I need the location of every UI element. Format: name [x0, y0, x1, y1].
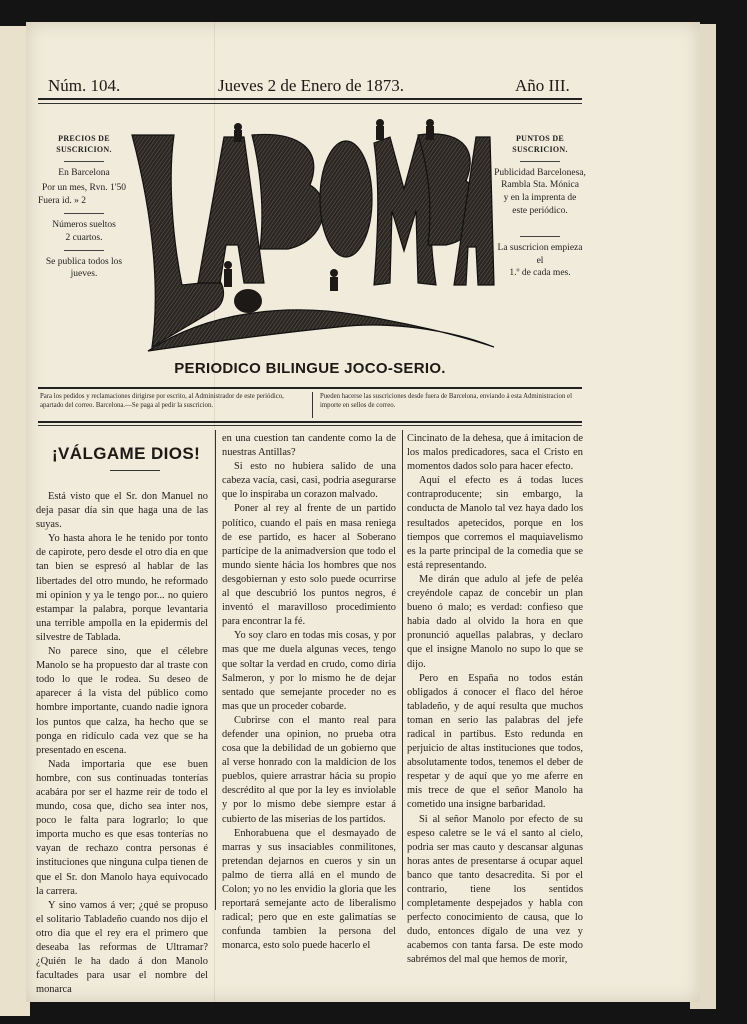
- issue-date: Jueves 2 de Enero de 1873.: [218, 76, 405, 95]
- points-heading: PUNTOS DE SUSCRICION.: [512, 134, 568, 154]
- headline-dash: [110, 470, 160, 471]
- paragraph: Yo hasta ahora le he tenido por tonto de capirote, pero desde el otro dia en que tan bien se espresó al hablar de las libertades del otro mundo, he reformado mi opinion y ya le tengo por... no quiero estampar la palabra, porque levantaria una terrible ampolla en la epidermis del silvestre de Tablada.: [36, 533, 208, 643]
- paragraph: No parece sino, que el célebre Manolo se ha propuesto dar al traste con todo lo que le rodea. Su deseo de aparecer á la vista del público como hombre importante, cuando nadie ignora los puntos que calza, ha hecho que se ponga en ridículo cada vez que se ha presentado en escena.: [36, 646, 208, 756]
- paragraph: Cincinato de la dehesa, que á imitacion de los malos predicadores, saca el Cristo en momentos dados solo para hacer efecto.: [407, 433, 583, 473]
- divider: [64, 213, 104, 214]
- paragraph: Aquí el efecto es á todas luces contraproducente; sin embargo, la conducta de Manolo tal vez haya dado los resultados apetecidos, porque en los tiempos que corremos el maquiavelismo es la parte principal de la comedia que se está representando.: [407, 475, 583, 571]
- subscription-prices: [38, 134, 130, 281]
- masthead: [40, 76, 585, 96]
- point-line-3: y en la imprenta de: [503, 193, 577, 204]
- prices-heading: PRECIOS DE SUSCRICION.: [56, 134, 112, 154]
- single-price: 2 cuartos.: [65, 232, 103, 243]
- point-line-4: este periódico.: [512, 206, 568, 217]
- divider: [520, 161, 560, 162]
- article-column-1: [36, 490, 208, 997]
- single-copies: Números sueltos: [52, 220, 116, 231]
- paragraph: Está visto que el Sr. don Manuel no deja pasar día sin que haga una de las suyas.: [36, 491, 208, 531]
- publication-day: jueves.: [70, 269, 98, 280]
- notice-rule-bottom-thin: [38, 425, 582, 426]
- notice-separator: [312, 392, 313, 418]
- price-outside: Fuera id. » 2: [38, 196, 87, 207]
- issue-year: Año III.: [515, 76, 570, 95]
- paragraph: Me dirán que adulo al jefe de peléa creyéndole capaz de concebir un plan bueno ó malo; es verdad: confieso que habia dado al olvido la hora en que pronunció aquellas palabras, y declaro que el insigne Manolo no supo lo que se dijo.: [407, 573, 583, 670]
- start-line-1: La suscricion empieza el: [497, 242, 583, 266]
- la-bomba-logo: [128, 115, 496, 355]
- notice-left: Para los pedidos y reclamaciones dirigirse por escrito, al Administrador de este periódico, apartado del correo. Barcelona.—Se paga al pedir la suscricion.: [40, 393, 284, 409]
- column-separator-1: [215, 430, 216, 910]
- paragraph: Si esto no hubiera salido de una cabeza vacía, casi, casi, podria asegurarse que lo inspiraba un corazon malvado.: [222, 461, 396, 501]
- notice-rule-top: [38, 387, 582, 389]
- column-separator-2: [402, 430, 403, 910]
- masthead-rule-bottom: [38, 103, 582, 104]
- prices-city: En Barcelona: [58, 167, 110, 178]
- divider: [64, 250, 104, 251]
- paragraph: Pero en España no todos están obligados á conocer el flaco del héroe tabladeño, y de aquí resulta que muchos toman en serio las palabras del jefe radical in partibus. Esto redunda en perjuicio de altas instituciones que todos, absolutamente todos, tenemos el deber de respetar y de aquí que yo me aferre en mis trece de que el señor Manolo ha cometido una insigne barbaridad.: [407, 672, 583, 811]
- masthead-rule-top: [38, 98, 582, 100]
- paragraph: en una cuestion tan candente como la de nuestras Antillas?: [222, 433, 396, 459]
- point-line-1: Publicidad Barcelonesa,: [494, 167, 586, 178]
- subscription-points: [493, 134, 587, 280]
- paragraph: Enhorabuena que el desmayado de marras y sus insaciables conmilitones, pretendan dejarnos en cueros y sin un palmo de tierra allá en el mundo de Colon; yo no les envidio la gloria que les reportará semejante acto de liberalismo radical; pero que en este galimatías se confunda tambien la persona del monarca, esto solo puede hacerlo el: [222, 827, 396, 952]
- divider: [64, 161, 104, 162]
- issue-number: Núm. 104.: [48, 76, 121, 95]
- paragraph: Y sino vamos á ver; ¿qué se propuso el solitario Tabladeño cuando nos dijo el otro dia que el rey era el primero que deseaba las reformas de Ultramar? ¿Quién le ha dado á don Manolo facultades para usar el nombre del monarca: [36, 899, 208, 996]
- point-line-2: Rambla Sta. Mónica: [501, 180, 579, 191]
- publication-days: Se publica todos los: [45, 256, 123, 267]
- paragraph: Yo soy claro en todas mis cosas, y por mas que me duela algunas veces, tengo que soltar la verdad en crudo, como diria Salmeron, y por lo mismo he de dejar sentado que semejante proceder no es mas que un proceder cobarde.: [222, 630, 396, 712]
- notice-rule-bottom: [38, 421, 582, 423]
- start-line-2: 1.º de cada mes.: [509, 268, 571, 279]
- notice-right: Pueden hacerse las suscriciones desde fuera de Barcelona, enviando á esta Administracion el importe en sellos de correo.: [320, 393, 572, 409]
- article-column-2: [222, 432, 396, 953]
- paragraph: Cubrirse con el manto real para defender una opinion, no prueba otra cosa que la debilidad de un gobierno que al verse honrado con la maldicion de los pueblos, quiere arrastrar hácia su propio descrédito al que por la ley es inviolable y por lo mismo debe siempre estar á cubierto de las miserias de los partidos.: [222, 714, 396, 825]
- subtitle: PERIODICO BILINGUE JOCO-SERIO.: [174, 360, 446, 377]
- article-column-3: [407, 432, 583, 968]
- paragraph: Si al señor Manolo por efecto de su espeso caletre se le vá el santo al cielo, podria ser mas cauto y descansar algunas horas antes de presentarse á ocupar aquel banco que tanto desacredita. Si por el contrario, tiene los sentidos completamente despejados y habla con perfecto conocimiento de causa, que lo dudo, entonces dígalo de una vez y acabemos con tanta farsa. De este modo sabrémos del mal que hemos de morir,: [407, 813, 583, 966]
- divider: [520, 236, 560, 237]
- article-headline: ¡VÁLGAME DIOS!: [52, 444, 201, 463]
- price-city: Por un mes, Rvn. 1'50: [41, 183, 127, 194]
- paragraph: Nada importaria que ese buen hombre, con sus continuadas tonterías acabára por ser el hazme reir de todo el mundo, cosa que, dicho sea inter nos, poco le falta para lograrlo; lo que importa mucho es que esas tonterías no vayan de rechazo contra personas é instituciones que ninguna culpa tienen de que el Sr. don Manolo haya equivocado la carrera.: [36, 758, 208, 897]
- paragraph: Poner al rey al frente de un partido político, cuando el país en masa reniega de ese partido, es hacer al Soberano partícipe de la animadversion que todo el mundo siente hácia los hombres que nos desgobiernan y esto solo puede ocurrirse al que descubrió los puntos negros, é inventó el maravilloso procedimiento para encontrar la fé.: [222, 503, 396, 628]
